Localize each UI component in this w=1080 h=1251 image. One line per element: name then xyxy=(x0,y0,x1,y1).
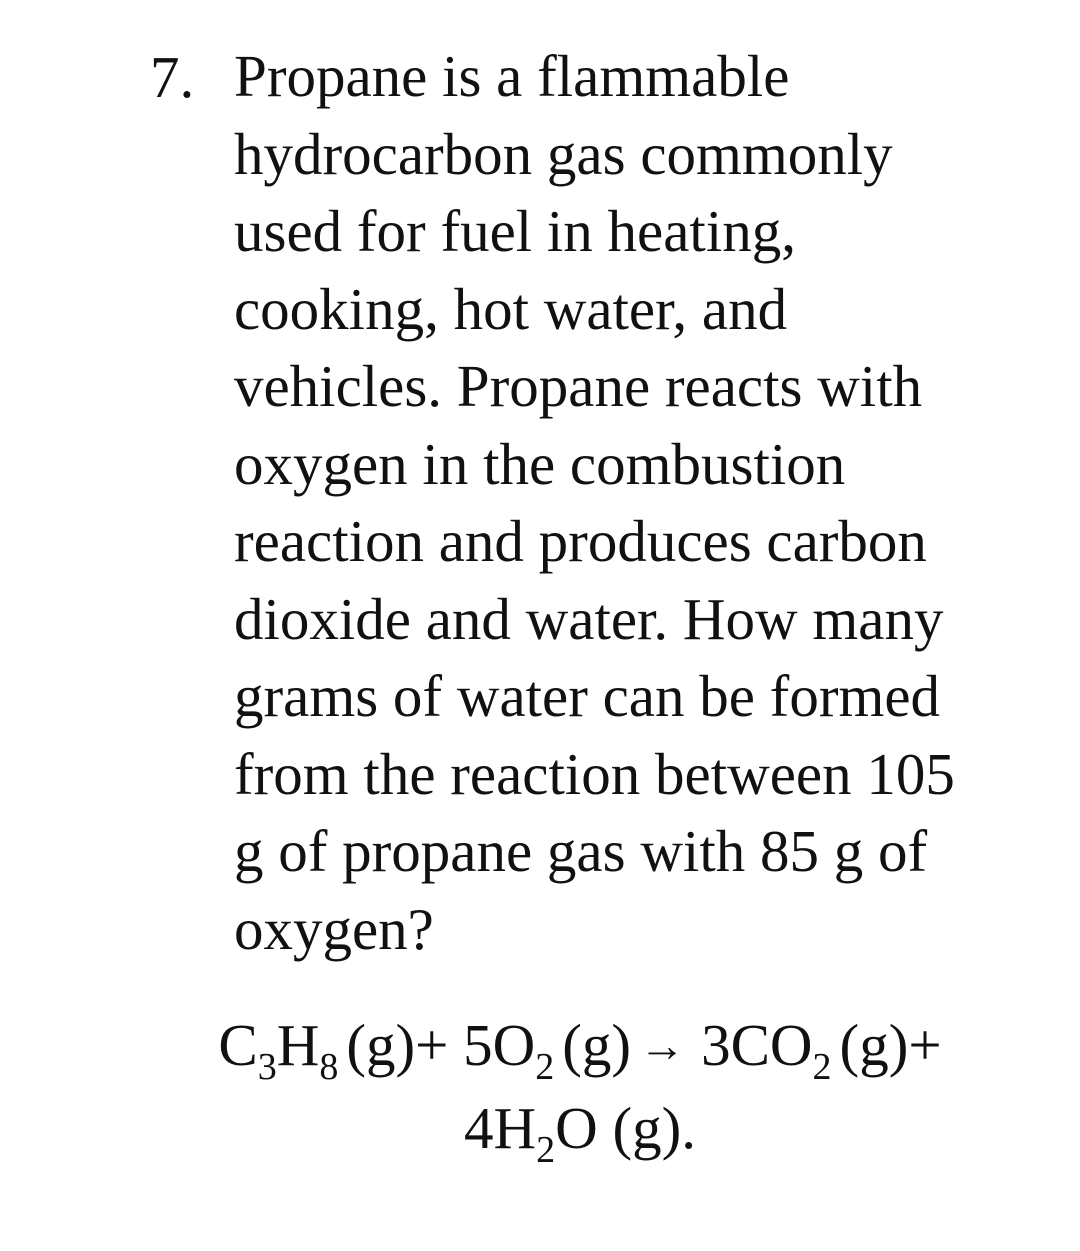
equation-term: 3CO xyxy=(701,1012,813,1078)
equation-line-1 xyxy=(0,1006,1080,1089)
question-line: Propane is a flammable xyxy=(234,43,790,109)
equation-term: (g)+ 5O xyxy=(346,1012,536,1078)
question-line: oxygen in the combustion xyxy=(234,430,846,497)
question-block xyxy=(150,38,1030,968)
question-line: used for fuel in heating, xyxy=(234,198,796,264)
question-number: 7. xyxy=(150,44,195,110)
equation-subscript: 2 xyxy=(536,1129,556,1171)
question-line: from the reaction between 105 xyxy=(234,740,955,807)
equation-term: C xyxy=(218,1012,258,1078)
equation-subscript: 2 xyxy=(812,1046,832,1088)
question-line: grams of water can be formed xyxy=(234,663,941,729)
reaction-arrow-icon: → xyxy=(639,1020,686,1071)
equation-subscript: 8 xyxy=(319,1046,339,1088)
equation-term: (g) xyxy=(562,1012,632,1078)
question-line: reaction and produces carbon xyxy=(234,508,927,574)
question-line: oxygen? xyxy=(234,895,434,962)
equation-term: O (g). xyxy=(555,1095,696,1161)
question-line: g of propane gas with 85 g of xyxy=(234,818,928,884)
equation-subscript: 2 xyxy=(535,1046,555,1088)
equation-line-2 xyxy=(0,1089,1080,1171)
equation-term: 4H xyxy=(463,1095,537,1161)
question-line: hydrocarbon gas commonly xyxy=(234,120,893,187)
question-text xyxy=(234,38,1014,968)
question-line: dioxide and water. How many xyxy=(234,585,944,652)
equation-subscript: 3 xyxy=(257,1046,277,1088)
question-line: vehicles. Propane reacts with xyxy=(234,353,923,419)
equation-term: (g)+ xyxy=(839,1012,942,1078)
chemical-equation xyxy=(0,1006,1080,1171)
question-line: cooking, hot water, and xyxy=(234,275,788,342)
equation-term: H xyxy=(276,1012,320,1078)
